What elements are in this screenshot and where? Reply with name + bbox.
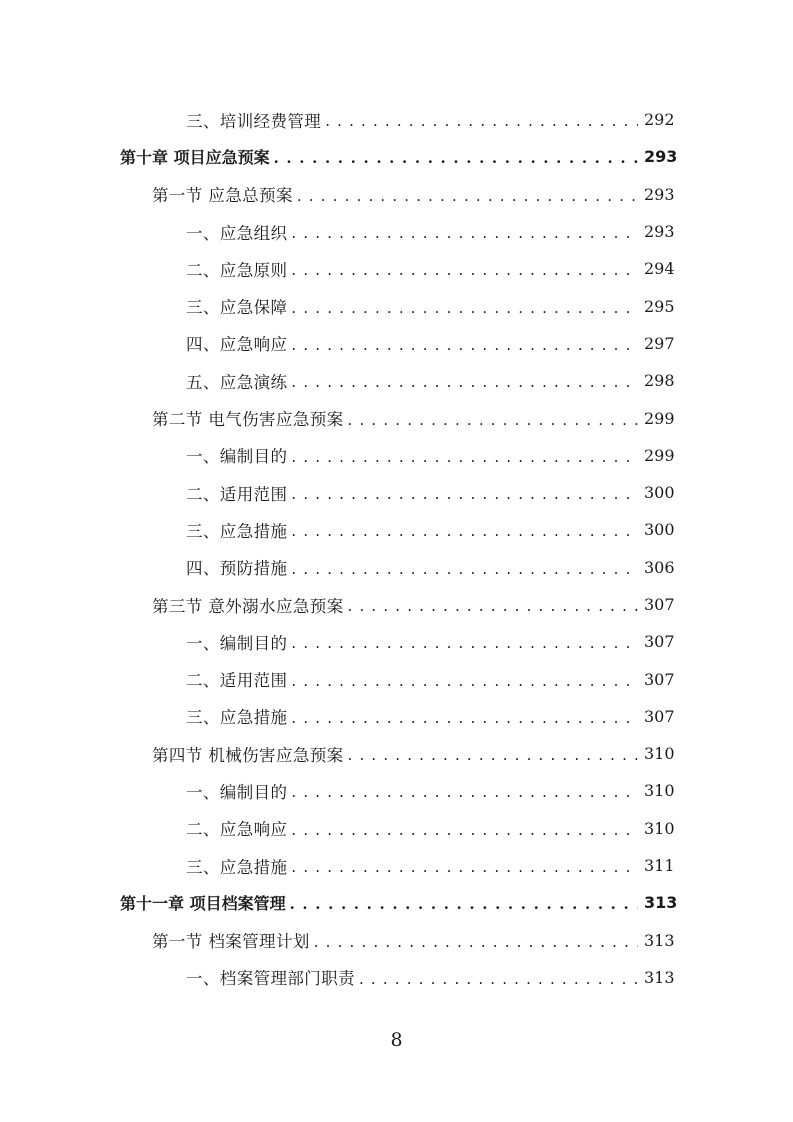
dot-leader <box>290 897 638 912</box>
toc-entry[interactable] <box>0 250 793 287</box>
toc-entry-title: 第三节 意外溺水应急预案 <box>152 596 344 616</box>
dot-leader <box>291 375 638 390</box>
toc-entry-page: 294 <box>644 259 675 279</box>
toc-entry[interactable] <box>0 623 793 660</box>
toc-entry-page: 306 <box>644 557 675 577</box>
toc-entry-title: 第一节 应急总预案 <box>152 186 293 206</box>
toc-entry[interactable] <box>0 437 793 474</box>
dot-leader <box>291 711 638 726</box>
toc-entry-page: 298 <box>644 371 675 391</box>
toc-entry-page: 307 <box>644 669 675 689</box>
toc-entry[interactable] <box>0 474 793 511</box>
toc-entry-title: 一、编制目的 <box>186 633 288 653</box>
toc-entry-page: 313 <box>644 967 675 987</box>
toc-entry[interactable] <box>0 511 793 548</box>
dot-leader <box>291 674 638 689</box>
toc-section-entry[interactable] <box>0 922 793 959</box>
toc-entry-page: 310 <box>644 744 675 764</box>
toc-entry-title: 二、应急响应 <box>186 820 288 840</box>
dot-leader <box>291 487 638 502</box>
dot-leader <box>291 263 638 278</box>
toc-section-entry[interactable] <box>0 176 793 213</box>
dot-leader <box>359 972 638 987</box>
dot-leader <box>348 413 638 428</box>
toc-entry-title: 第四节 机械伤害应急预案 <box>152 745 344 765</box>
toc-entry-title: 四、预防措施 <box>186 559 288 579</box>
toc-entry-page: 313 <box>644 893 678 913</box>
toc-chapter-entry[interactable] <box>0 884 793 921</box>
toc-entry-title: 第十章 项目应急预案 <box>120 148 270 168</box>
dot-leader <box>291 338 638 353</box>
toc-entry-title: 三、应急保障 <box>186 298 288 318</box>
toc-entry[interactable] <box>0 698 793 735</box>
dot-leader <box>291 785 638 800</box>
dot-leader <box>348 748 638 763</box>
dot-leader <box>291 860 638 875</box>
toc-entry[interactable] <box>0 959 793 996</box>
toc-entry[interactable] <box>0 847 793 884</box>
toc-entry[interactable] <box>0 810 793 847</box>
toc-entry-title: 第二节 电气伤害应急预案 <box>152 410 344 430</box>
toc-chapter-entry[interactable] <box>0 138 793 175</box>
toc-entry[interactable] <box>0 325 793 362</box>
dot-leader <box>325 114 638 129</box>
dot-leader <box>274 151 638 166</box>
toc-entry-title: 二、适用范围 <box>186 484 288 504</box>
dot-leader <box>291 301 638 316</box>
dot-leader <box>314 935 638 950</box>
toc-entry[interactable] <box>0 101 793 138</box>
toc-entry[interactable] <box>0 660 793 697</box>
toc-entry-page: 295 <box>644 296 675 316</box>
table-of-contents <box>0 101 793 996</box>
dot-leader <box>291 450 638 465</box>
toc-entry-title: 一、应急组织 <box>186 223 288 243</box>
dot-leader <box>291 226 638 241</box>
toc-entry-page: 307 <box>644 632 675 652</box>
dot-leader <box>291 823 638 838</box>
toc-entry-page: 313 <box>644 930 675 950</box>
toc-entry-page: 310 <box>644 781 675 801</box>
toc-entry-title: 三、应急措施 <box>186 708 288 728</box>
toc-entry[interactable] <box>0 549 793 586</box>
toc-entry-page: 307 <box>644 595 675 614</box>
toc-entry-page: 292 <box>644 110 675 130</box>
toc-entry-title: 第一节 档案管理计划 <box>152 932 310 952</box>
toc-entry-title: 三、应急措施 <box>186 521 288 541</box>
toc-entry-page: 297 <box>644 333 675 353</box>
toc-section-entry[interactable] <box>0 399 793 436</box>
dot-leader <box>291 562 638 577</box>
toc-entry-title: 四、应急响应 <box>186 335 288 355</box>
toc-entry-page: 293 <box>644 147 678 167</box>
toc-section-entry[interactable] <box>0 735 793 772</box>
toc-entry-page: 293 <box>644 222 675 242</box>
toc-entry[interactable] <box>0 213 793 250</box>
toc-entry-page: 300 <box>644 520 675 540</box>
toc-entry-title: 一、编制目的 <box>186 447 288 467</box>
toc-entry-page: 299 <box>644 408 675 428</box>
toc-entry[interactable] <box>0 772 793 809</box>
dot-leader <box>291 524 638 539</box>
toc-entry-page: 310 <box>644 818 675 838</box>
toc-entry[interactable] <box>0 362 793 399</box>
page-number: 8 <box>390 1029 403 1051</box>
dot-leader <box>291 636 638 651</box>
toc-entry-title: 一、编制目的 <box>186 782 288 802</box>
toc-entry-page: 307 <box>644 706 675 726</box>
dot-leader <box>297 189 638 204</box>
toc-entry-page: 293 <box>644 184 675 204</box>
toc-entry-title: 二、应急原则 <box>186 260 288 280</box>
toc-entry-title: 一、档案管理部门职责 <box>186 969 355 989</box>
toc-entry-title: 二、适用范围 <box>186 671 288 691</box>
toc-section-entry[interactable] <box>0 586 793 623</box>
toc-entry-page: 311 <box>644 856 675 876</box>
dot-leader <box>348 599 638 614</box>
toc-entry-title: 三、培训经费管理 <box>186 111 322 131</box>
toc-entry-title: 第十一章 项目档案管理 <box>120 894 286 914</box>
toc-entry-page: 300 <box>644 483 675 503</box>
toc-entry[interactable] <box>0 287 793 324</box>
toc-entry-page: 299 <box>644 445 675 465</box>
toc-entry-title: 三、应急措施 <box>186 857 288 877</box>
toc-entry-title: 五、应急演练 <box>186 372 288 392</box>
